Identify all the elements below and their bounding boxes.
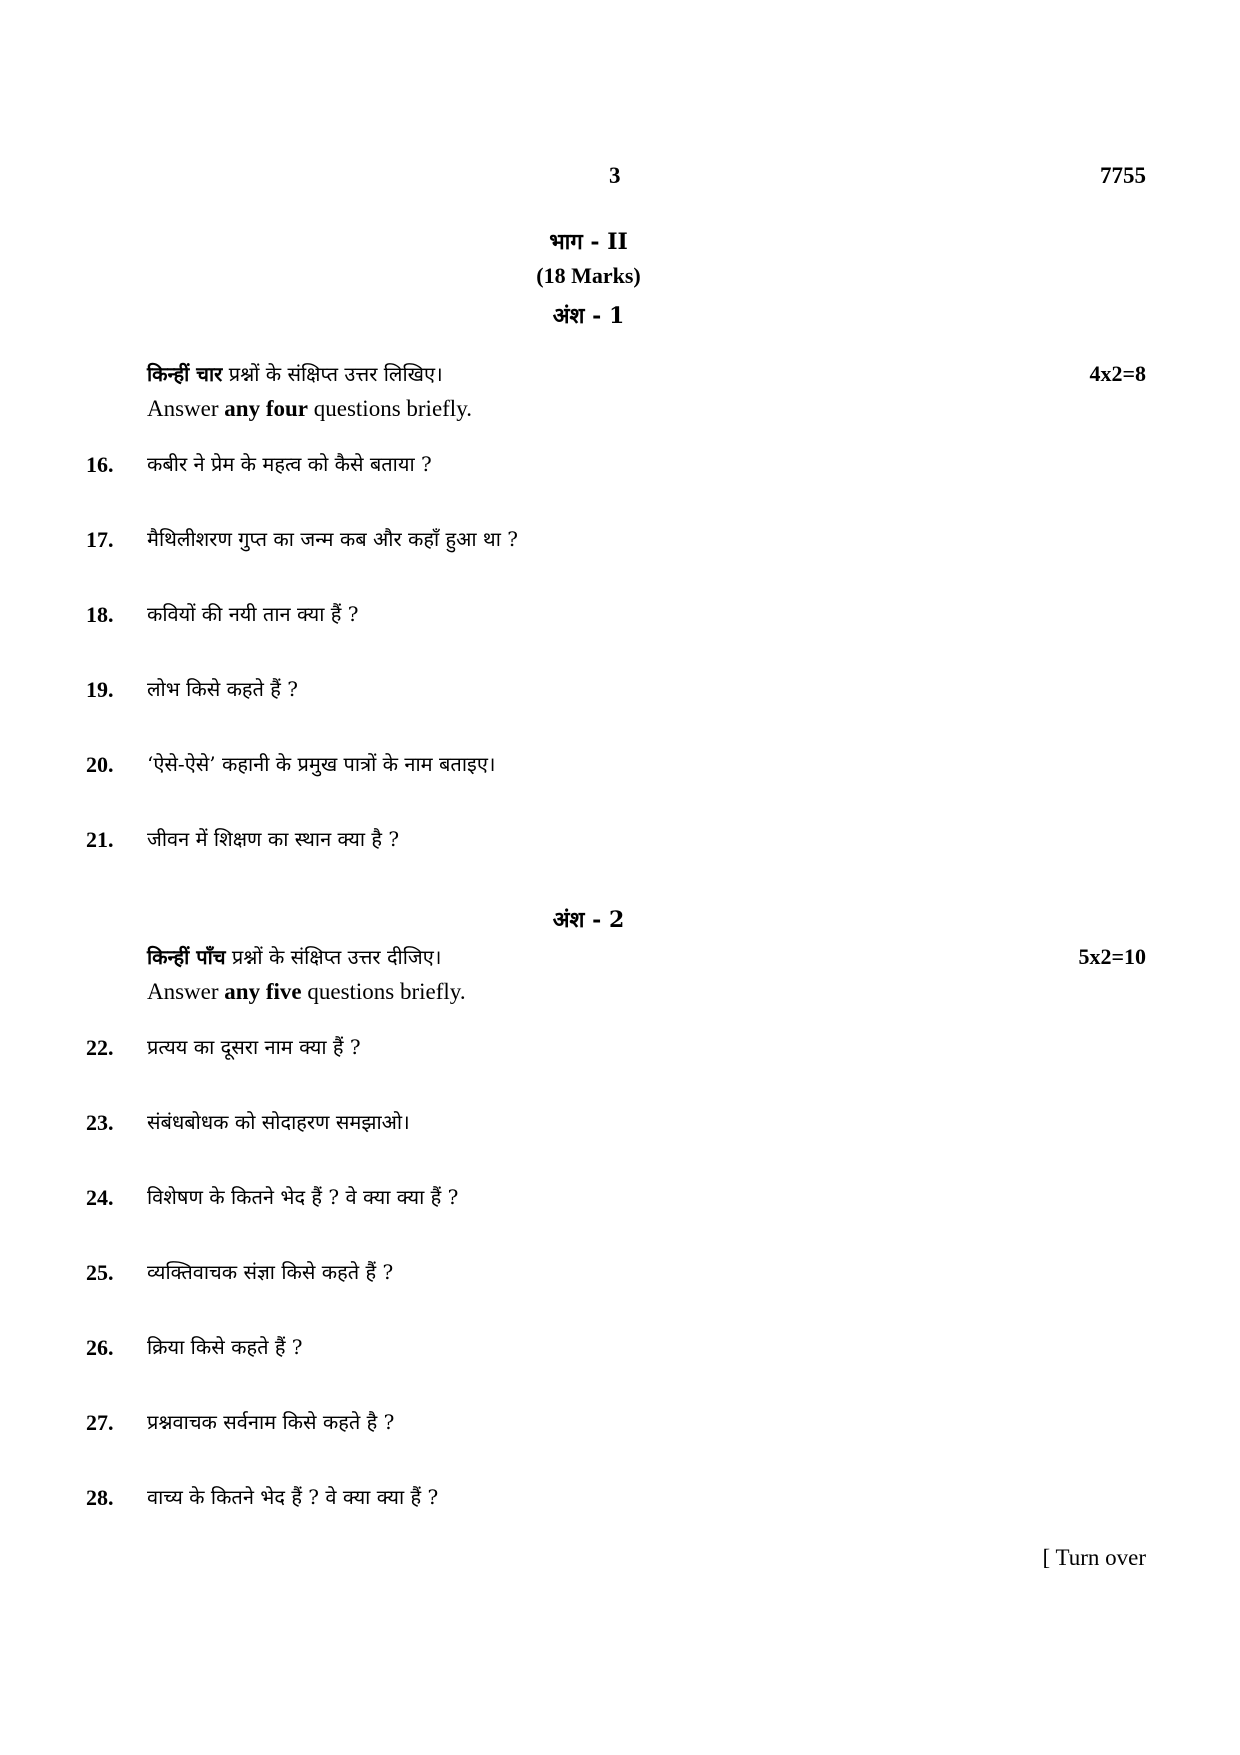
section-1-title: अंश - 1 (552, 303, 625, 329)
question-text: प्रश्नवाचक सर्वनाम किसे कहते है ? (147, 1410, 395, 1434)
question-text: जीवन में शिक्षण का स्थान क्या है ? (147, 827, 400, 851)
turn-over-note: [ Turn over (1042, 1545, 1146, 1570)
part-title: भाग - II (549, 229, 628, 255)
paper-code: 7755 (1100, 163, 1146, 188)
question-number: 24. (86, 1185, 114, 1210)
section-1-instruction-hindi: किन्हीं चार प्रश्नों के संक्षिप्त उत्तर लिखिए। (147, 362, 443, 386)
part-marks: (18 Marks) (536, 263, 641, 288)
question-text: संबंधबोधक को सोदाहरण समझाओ। (147, 1110, 410, 1134)
question-text: मैथिलीशरण गुप्त का जन्म कब और कहाँ हुआ था ? (147, 527, 518, 551)
question-number: 20. (86, 752, 114, 777)
section-2-marks: 5x2=10 (1078, 944, 1146, 969)
question-number: 19. (86, 677, 114, 702)
question-number: 21. (86, 827, 114, 852)
question-number: 22. (86, 1035, 114, 1060)
section-1-instruction-english: Answer any four questions briefly. (147, 396, 472, 421)
question-number: 27. (86, 1410, 114, 1435)
question-number: 25. (86, 1260, 114, 1285)
question-text: व्यक्तिवाचक संज्ञा किसे कहते हैं ? (147, 1260, 394, 1284)
question-number: 26. (86, 1335, 114, 1360)
question-number: 18. (86, 602, 114, 627)
section-2-instruction-english: Answer any five questions briefly. (147, 979, 466, 1004)
section-1-marks: 4x2=8 (1089, 361, 1146, 386)
question-text: ‘ऐसे-ऐसे’ कहानी के प्रमुख पात्रों के नाम बताइए। (147, 752, 496, 776)
question-text: वाच्य के कितने भेद हैं ? वे क्या क्या हैं ? (147, 1485, 439, 1509)
question-text: क्रिया किसे कहते हैं ? (147, 1335, 303, 1359)
question-text: कवियों की नयी तान क्या हैं ? (147, 602, 359, 626)
question-text: कबीर ने प्रेम के महत्व को कैसे बताया ? (147, 452, 432, 476)
question-text: विशेषण के कितने भेद हैं ? वे क्या क्या हैं ? (147, 1185, 459, 1209)
question-number: 23. (86, 1110, 114, 1135)
section-2-title: अंश - 2 (552, 907, 625, 933)
question-number: 16. (86, 452, 114, 477)
page-number: 3 (609, 163, 621, 188)
question-text: प्रत्यय का दूसरा नाम क्या हैं ? (147, 1035, 361, 1059)
section-2-instruction-hindi: किन्हीं पाँच प्रश्नों के संक्षिप्त उत्तर दीजिए। (147, 945, 442, 969)
question-number: 17. (86, 527, 114, 552)
question-text: लोभ किसे कहते हैं ? (147, 677, 299, 701)
question-number: 28. (86, 1485, 114, 1510)
